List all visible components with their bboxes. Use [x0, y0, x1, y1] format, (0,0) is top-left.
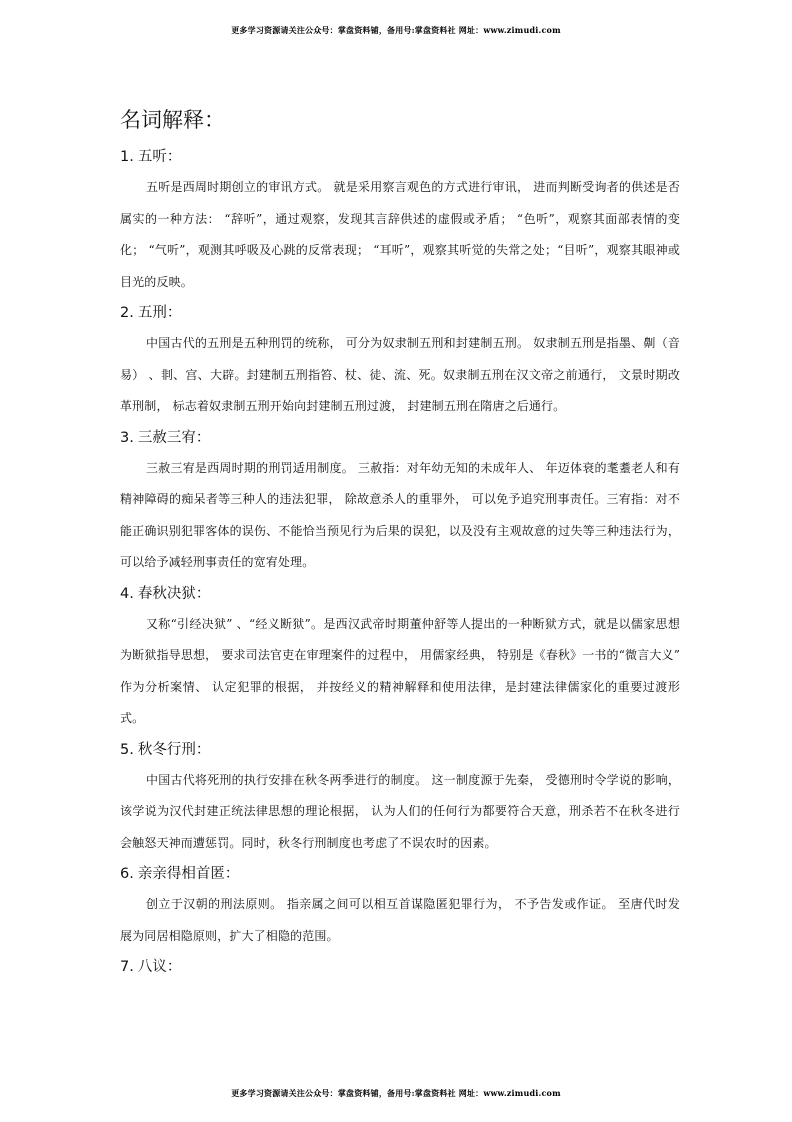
term-title: 秋冬行刑：: [137, 741, 211, 758]
term-title: 五刑：: [137, 305, 182, 321]
term-heading: [120, 735, 680, 765]
term-definition: 创立于汉朝的刑法原则。 指亲属之间可以相互首谋隐匿犯罪行为， 不予告发或作证。 至唐代时发展为同居相隐原则，扩大了相隐的范围。: [120, 897, 680, 943]
term-heading: [120, 859, 680, 889]
term-definition: 又称“引经决狱” 、“经义断狱”。是西汉武帝时期董仲舒等人提出的一种断狱方式，就是以儒家思想为断狱指导思想， 要求司法官吏在审理案件的过程中， 用儒家经典， 特别是《春秋》一书的“微言大义” 作为分析案情、 认定犯罪的根据， 并按经义的精神解释和使用法律，是封建法律儒家化的重要过渡形式。: [120, 616, 680, 725]
term-heading: [120, 952, 680, 982]
term-heading: [120, 423, 680, 453]
entry-5: [120, 735, 680, 860]
term-number: 4.: [120, 585, 134, 602]
term-number: 5.: [120, 741, 134, 758]
footer-banner: 更多学习资源请关注公众号：掌盘资料铺，备用号:掌盘资料社 网址：www.zimudi.com: [231, 1088, 561, 1098]
term-number: 3.: [120, 429, 134, 446]
term-number: 6.: [120, 866, 134, 882]
term-definition: 中国古代的五刑是五种刑罚的统称， 可分为奴隶制五刑和封建制五刑。 奴隶制五刑是指墨、劓（音易） 、剕、宫、大辟。封建制五刑指笞、杖、徒、流、死。奴隶制五刑在汉文帝之前通行， 文景时期改革刑制， 标志着奴隶制五刑开始向封建制五刑过渡， 封建制五刑在隋唐之后通行。: [120, 336, 680, 413]
term-heading: [120, 298, 680, 328]
entry-4: [120, 579, 680, 735]
entry-6: [120, 859, 680, 952]
term-definition: 五听是西周时期创立的审讯方式。 就是采用察言观色的方式进行审讯， 进而判断受询者的供述是否属实的一种方法： “辞听”，通过观察，发现其言辞供述的虚假或矛盾； “色听”，观察其面部表情的变化； “气听”，观测其呼吸及心跳的反常表现； “耳听”，观察其听觉的失常之处；“目听”，观察其眼神或目光的反映。: [120, 180, 680, 289]
term-title: 亲亲得相首匿：: [137, 866, 240, 882]
glossary-content: [120, 142, 680, 982]
entry-3: [120, 423, 680, 579]
entry-1: [120, 142, 680, 298]
term-heading: [120, 579, 680, 609]
term-number: 2.: [120, 305, 134, 321]
term-title: 八议：: [137, 959, 182, 975]
term-title: 春秋决狱：: [137, 585, 211, 602]
page-title: 名词解释：: [120, 108, 225, 132]
header-banner: 更多学习资源请关注公众号：掌盘资料铺，备用号:掌盘资料社 网址：www.zimudi.com: [231, 25, 561, 35]
term-title: 三赦三宥：: [137, 429, 211, 446]
term-number: 1.: [120, 149, 134, 165]
term-heading: [120, 142, 680, 172]
term-definition: 中国古代将死刑的执行安排在秋冬两季进行的制度。 这一制度源于先秦， 受德刑时令学说的影响，该学说为汉代封建正统法律思想的理论根据， 认为人们的任何行为都要符合天意，刑杀若不在秋冬进行会触怒天神而遭惩罚。同时，秋冬行刑制度也考虑了不误农时的因素。: [120, 772, 680, 850]
entry-2: [120, 298, 680, 423]
term-definition: 三赦三宥是西周时期的刑罚适用制度。 三赦指：对年幼无知的未成年人、 年迈体衰的耄耋老人和有精神障碍的痴呆者等三种人的违法犯罪， 除故意杀人的重罪外， 可以免予追究刑事责任。三宥指：对不能正确识别犯罪客体的误伤、不能恰当预见行为后果的误犯，以及没有主观故意的过失等三种违法行为，可以给予减轻刑事责任的宽宥处理。: [120, 460, 680, 569]
term-number: 7.: [120, 959, 134, 975]
entry-7: [120, 952, 680, 982]
term-title: 五听：: [137, 149, 182, 165]
